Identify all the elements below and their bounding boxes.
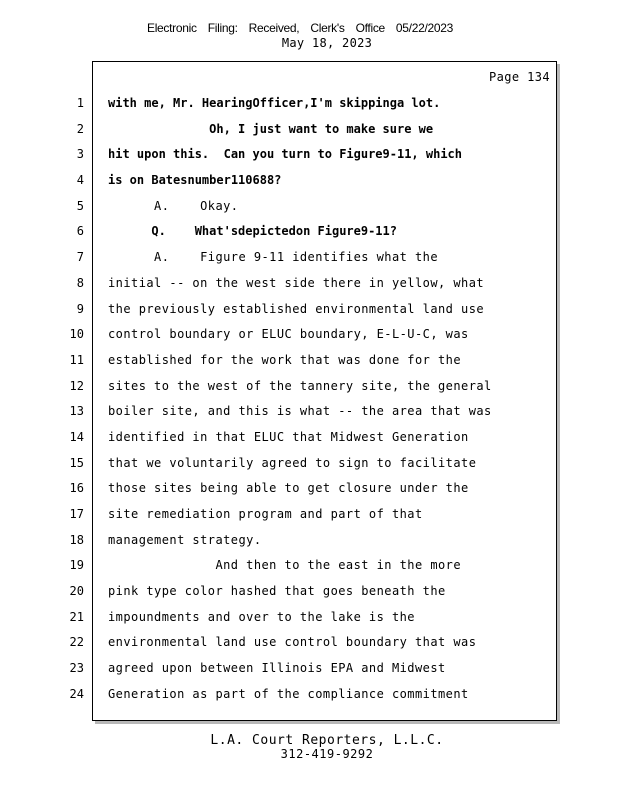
line-number: 6: [76, 224, 84, 239]
line-number: 17: [69, 507, 84, 521]
line-number-column: [62, 95, 84, 712]
transcript-line: is on Batesnumber110688?: [108, 173, 282, 188]
transcript-line: initial -- on the west side there in yellow, what: [108, 275, 485, 290]
line-number: 7: [76, 250, 84, 265]
transcript-line: Q. What'sdepictedon Figure9-11?: [108, 224, 397, 239]
reporter-company: L.A. Court Reporters, L.L.C.: [210, 733, 444, 748]
line-number: 1: [76, 96, 84, 110]
transcript-line: environmental land use control boundary that was: [108, 635, 477, 650]
line-number: 19: [69, 558, 84, 573]
transcript-line: identified in that ELUC that Midwest Generation: [108, 429, 469, 444]
transcript-line: site remediation program and part of that: [108, 507, 423, 521]
line-number: 8: [76, 275, 84, 290]
transcript-line: established for the work that was done for the: [108, 352, 462, 367]
line-number: 4: [76, 173, 84, 188]
line-number: 22: [69, 635, 84, 650]
line-number: 18: [69, 532, 84, 547]
line-number: 5: [76, 198, 84, 213]
line-number: 9: [76, 301, 84, 316]
line-number: 23: [69, 661, 84, 676]
reporter-phone: 312-419-9292: [280, 747, 374, 761]
transcript-text: [108, 95, 548, 712]
filing-stamp: Electronic Filing: Received, Clerk's Office 05/22/2023: [146, 21, 453, 35]
transcript-line: that we voluntarily agreed to sign to facilitate: [108, 455, 477, 470]
line-number: 11: [69, 352, 84, 367]
transcript-line: control boundary or ELUC boundary, E-L-U-C, was: [108, 327, 469, 342]
line-number: 3: [76, 147, 84, 162]
transcript-line: pink type color hashed that goes beneath the: [108, 584, 446, 599]
line-number: 12: [69, 378, 84, 393]
transcript-line: agreed upon between Illinois EPA and Midwest: [108, 661, 446, 676]
line-number: 20: [69, 584, 84, 599]
transcript-line: with me, Mr. HearingOfficer,I'm skippinga lot.: [108, 96, 441, 110]
line-number: 16: [69, 481, 84, 496]
transcript-line: Generation as part of the compliance commitment: [108, 686, 469, 701]
transcript-line: management strategy.: [108, 532, 262, 547]
transcript-line: those sites being able to get closure under the: [108, 481, 469, 496]
line-number: 15: [69, 455, 84, 470]
transcript-line: And then to the east in the more: [108, 558, 462, 573]
line-number: 24: [69, 686, 84, 701]
transcript-line: A. Figure 9-11 identifies what the: [108, 250, 439, 265]
transcript-line: Oh, I just want to make sure we: [108, 121, 434, 136]
line-number: 21: [69, 609, 84, 624]
line-number: 14: [69, 429, 84, 444]
line-number: 10: [69, 327, 84, 342]
page-number: Page 134: [489, 70, 550, 84]
transcript-line: boiler site, and this is what -- the area that was: [108, 404, 492, 419]
transcript-line: impoundments and over to the lake is the: [108, 609, 415, 624]
line-number: 2: [76, 121, 84, 136]
line-number: 13: [69, 404, 84, 419]
transcript-line: sites to the west of the tannery site, the general: [108, 378, 492, 393]
transcript-line: A. Okay.: [108, 198, 239, 213]
transcript-date: May 18, 2023: [281, 36, 373, 50]
transcript-line: hit upon this. Can you turn to Figure9-11, which: [108, 147, 463, 162]
transcript-line: the previously established environmental land use: [108, 301, 485, 316]
